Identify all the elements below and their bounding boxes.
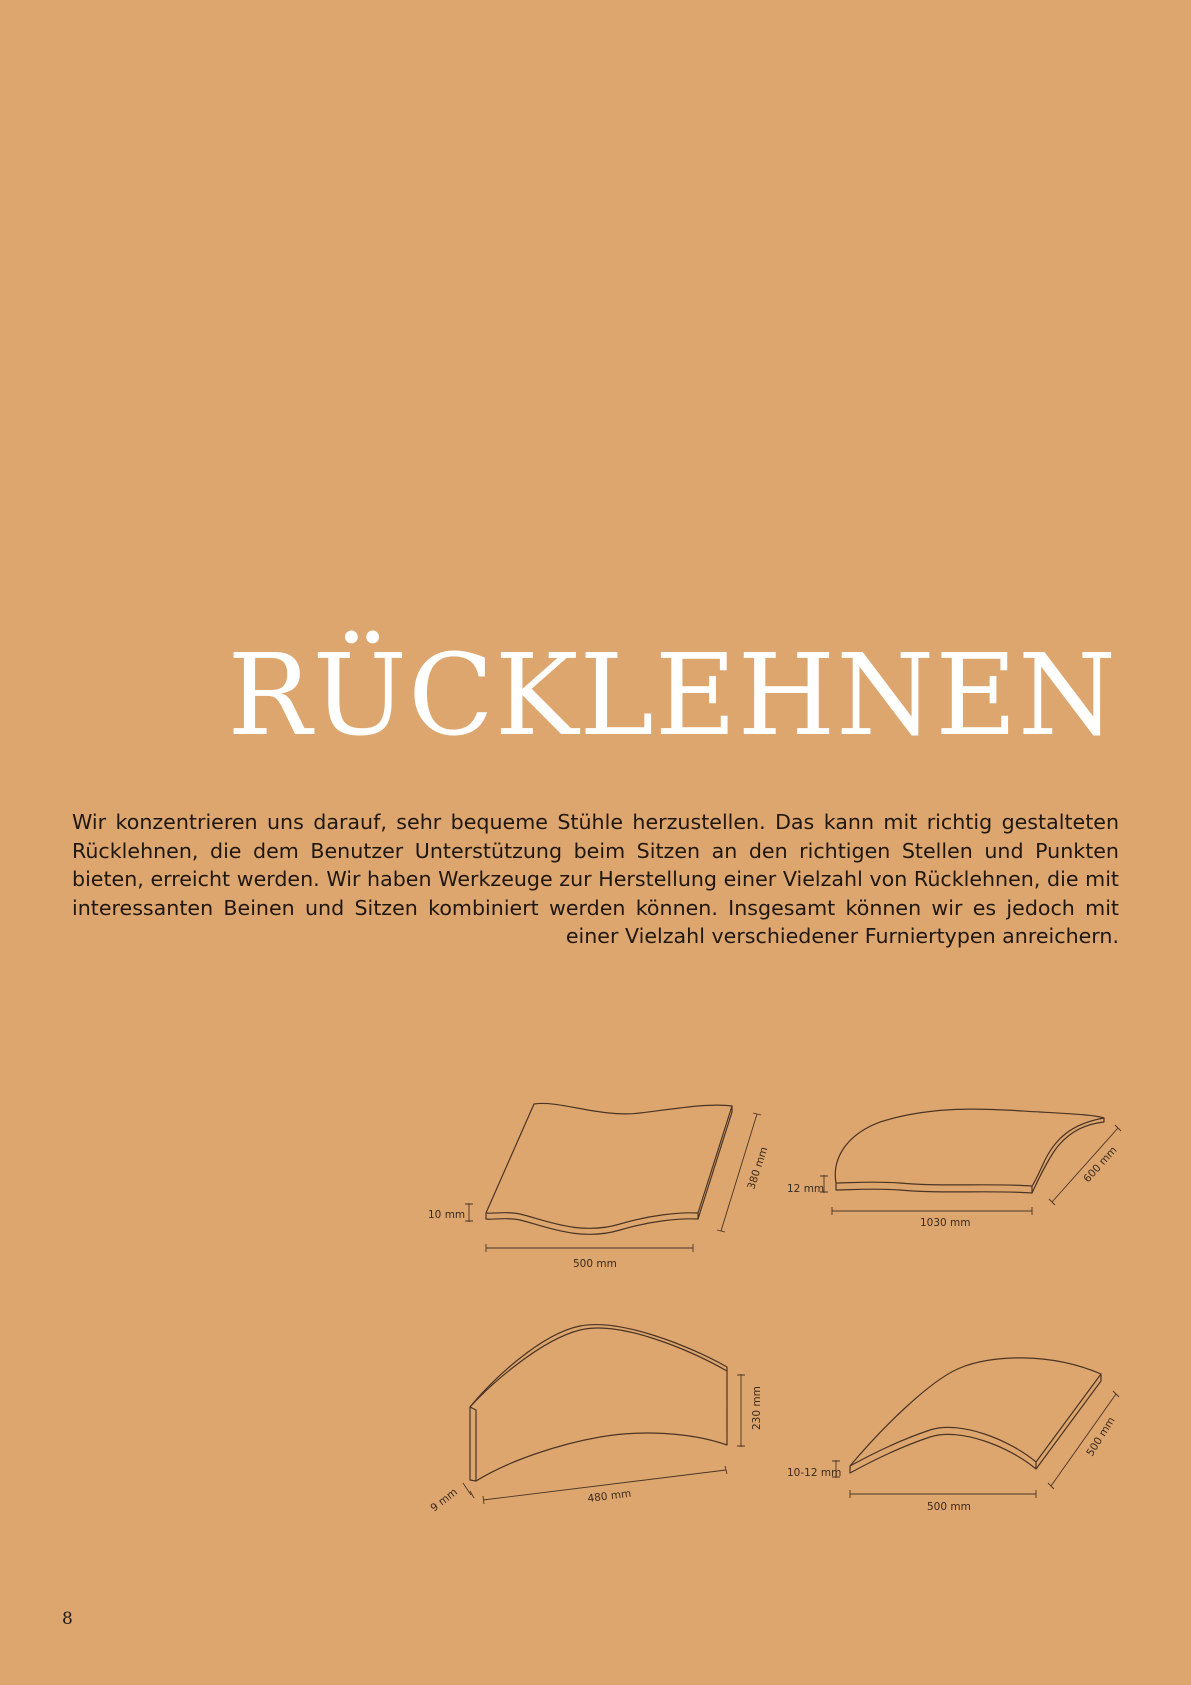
dim-2-thickness: 12 mm xyxy=(787,1183,825,1195)
page-title: RÜCKLEHNEN xyxy=(227,631,1117,761)
dim-2-width: 1030 mm xyxy=(920,1217,971,1229)
dim-1-depth: 380 mm xyxy=(745,1145,771,1191)
dim-3-thickness: 9 mm xyxy=(428,1486,460,1515)
dim-1-width: 500 mm xyxy=(573,1258,617,1270)
dim-4-depth: 500 mm xyxy=(1084,1415,1118,1459)
backrest-drawing-3 xyxy=(428,1325,763,1515)
intro-paragraph: Wir konzentrieren uns darauf, sehr bequeme Stühle herzustellen. Das kann mit richtig gestalteten Rücklehnen, die dem Benutzer Unterstützung beim Sitzen an den richtigen Stellen und Punkten bieten, erreicht werden. Wir haben Werkzeuge zur Herstellung einer Vielzahl von Rücklehnen, die mit interessanten Beinen und Sitzen kombiniert werden können. Insgesamt können wir es jedoch mit einer Vielzahl verschiedener Furniertypen anreichern. xyxy=(72,810,1119,948)
dim-1-thickness: 10 mm xyxy=(428,1209,466,1221)
dim-4-width: 500 mm xyxy=(927,1501,971,1513)
page-number: 8 xyxy=(62,1609,73,1629)
backrest-drawing-2 xyxy=(787,1109,1121,1229)
backrest-drawing-4 xyxy=(787,1358,1119,1513)
dim-2-depth: 600 mm xyxy=(1081,1144,1120,1186)
dim-3-width: 480 mm xyxy=(586,1487,632,1505)
dim-4-thickness: 10-12 mm xyxy=(787,1467,842,1479)
dim-3-height: 230 mm xyxy=(751,1386,763,1430)
backrest-drawing-1 xyxy=(428,1103,770,1270)
